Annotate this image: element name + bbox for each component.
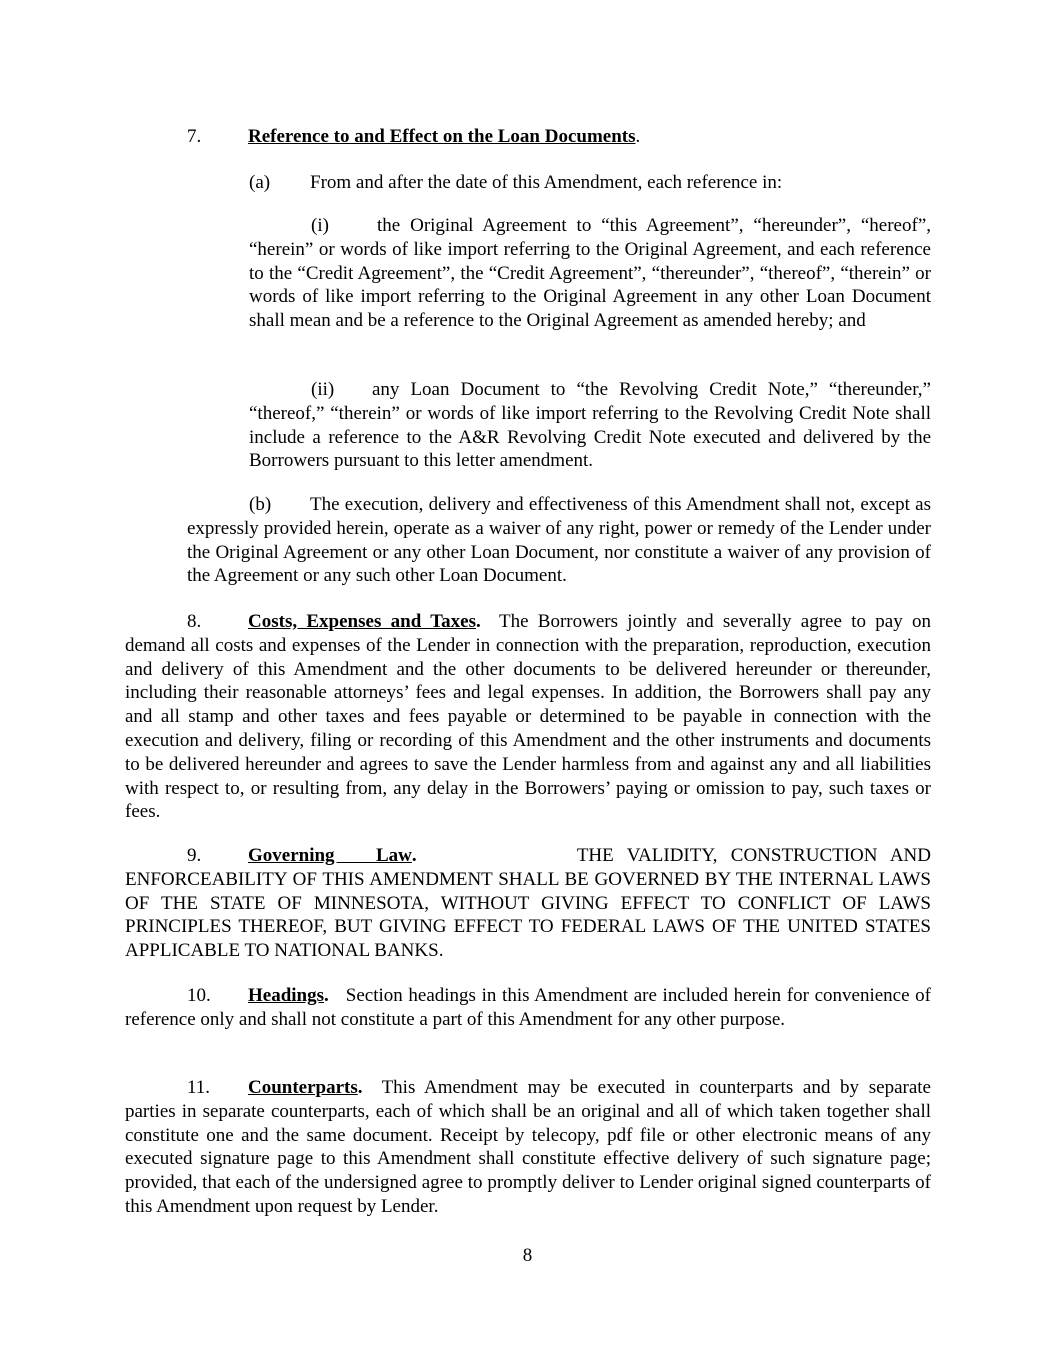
page-number: 8 [522,1245,533,1266]
section-7a-i-text: the Original Agreement to “this Agreement”, “hereunder”, “hereof”, “herein” or words of like import referring to the Original Agreement, and each reference to the “Credit Agreement”, the “Credit Agreement”, “thereunder”, “thereof”, “therein” or words of like import referring to the Original Agreement in any other Loan Document shall mean and be a reference to the Original Agreement as amended hereby; and [249,215,931,332]
section-9-number: 9. [187,845,202,866]
section-10-text: Section headings in this Amendment are included herein for convenience of reference only and shall not constitute a part of this Amendment for any other purpose. [125,985,932,1030]
section-9-title: Governing Law [248,845,412,866]
section-7a-i [249,214,931,333]
section-9: 9. Governing Law. THE VALIDITY, CONSTRUCTION AND ENFORCEABILITY OF THIS AMENDMENT SHALL BE GOVERNED BY THE INTERNAL LAWS OF THE STATE OF MINNESOTA, WITHOUT GIVING EFFECT TO CONFLICT OF LAWS PRINCIPLES THEREOF, BUT GIVING EFFECT TO FEDERAL LAWS OF THE UNITED STATES APPLICABLE TO NATIONAL BANKS. [125,845,931,962]
section-7a [249,171,931,195]
section-7-number: 7. [187,126,202,147]
section-7a-text: From and after the date of this Amendment, each reference in: [310,172,783,193]
section-7a-ii [249,378,931,473]
section-8-title: Costs, Expenses and Taxes [248,611,476,632]
section-7b [187,493,931,588]
section-9-text: THE VALIDITY, CONSTRUCTION AND ENFORCEABILITY OF THIS AMENDMENT SHALL BE GOVERNED BY THE INTERNAL LAWS OF THE STATE OF MINNESOTA, WITHOUT GIVING EFFECT TO CONFLICT OF LAWS PRINCIPLES THEREOF, BUT GIVING EFFECT TO FEDERAL LAWS OF THE UNITED STATES APPLICABLE TO NATIONAL BANKS. [125,845,931,962]
section-7-title: Reference to and Effect on the Loan Documents [248,126,636,147]
section-7a-ii-label: (ii) [311,379,335,400]
section-7a-label: (a) [249,172,271,193]
section-8-number: 8. [187,611,202,632]
section-10-number: 10. [187,985,211,1006]
section-7b-text: The execution, delivery and effectiveness of this Amendment shall not, except as expressly provided herein, operate as a waiver of any right, power or remedy of the Lender under the Original Agreement or any other Loan Document, nor constitute a waiver of any provision of the Agreement or any such other Loan Document. [187,494,931,587]
section-11-title: Counterparts [248,1077,358,1098]
section-8: 8. Costs, Expenses and Taxes. The Borrowers jointly and severally agree to pay on demand all costs and expenses of the Lender in connection with the preparation, reproduction, execution and delivery of this Amendment and the other documents to be delivered hereunder or thereunder, including their reasonable attorneys’ fees and legal expenses. In addition, the Borrowers shall pay any and all stamp and other taxes and fees payable or determined to be payable in connection with the execution and delivery, filing or recording of this Amendment and the other instruments and documents to be delivered hereunder and agrees to save the Lender harmless from and against any and all liabilities with respect to, or resulting from, any delay in the Borrowers’ paying or omission to pay, such taxes or fees. [125,611,931,823]
section-7a-i-label: (i) [311,215,329,236]
section-8-text: The Borrowers jointly and severally agree to pay on demand all costs and expenses of the Lender in connection with the preparation, reproduction, execution and delivery of this Amendment and the other documents to be delivered hereunder or thereunder, including their reasonable attorneys’ fees and legal expenses. In addition, the Borrowers shall pay any and all stamp and other taxes and fees payable or determined to be payable in connection with the execution and delivery, filing or recording of this Amendment and the other instruments and documents to be delivered hereunder and agrees to save the Lender harmless from and against any and all liabilities with respect to, or resulting from, any delay in the Borrowers’ paying or omission to pay, such taxes or fees. [125,611,931,823]
section-7b-label: (b) [249,494,272,515]
section-10-title: Headings [248,985,325,1006]
section-10: 10. Headings. Section headings in this Amendment are included herein for convenience of reference only and shall not constitute a part of this Amendment for any other purpose. [125,985,932,1030]
section-11-text: This Amendment may be executed in counterparts and by separate parties in separate counterparts, each of which shall be an original and all of which taken together shall constitute one and the same document. Receipt by telecopy, pdf file or other electronic means of any executed signature page to this Amendment shall constitute effective delivery of such signature page; provided, that each of the undersigned agree to promptly deliver to Lender original signed counterparts of this Amendment upon request by Lender. [125,1077,931,1217]
section-11: 11. Counterparts. This Amendment may be executed in counterparts and by separate parties in separate counterparts, each of which shall be an original and all of which taken together shall constitute one and the same document. Receipt by telecopy, pdf file or other electronic means of any executed signature page to this Amendment shall constitute effective delivery of such signature page; provided, that each of the undersigned agree to promptly deliver to Lender original signed counterparts of this Amendment upon request by Lender. [125,1077,931,1217]
section-7-heading: 7. Reference to and Effect on the Loan Documents. [187,126,641,147]
section-7a-ii-text: any Loan Document to “the Revolving Credit Note,” “thereunder,” “thereof,” “therein” or words of like import referring to the Revolving Credit Note shall include a reference to the A&R Revolving Credit Note executed and delivered by the Borrowers pursuant to this letter amendment. [249,379,931,472]
section-11-number: 11. [187,1077,211,1098]
